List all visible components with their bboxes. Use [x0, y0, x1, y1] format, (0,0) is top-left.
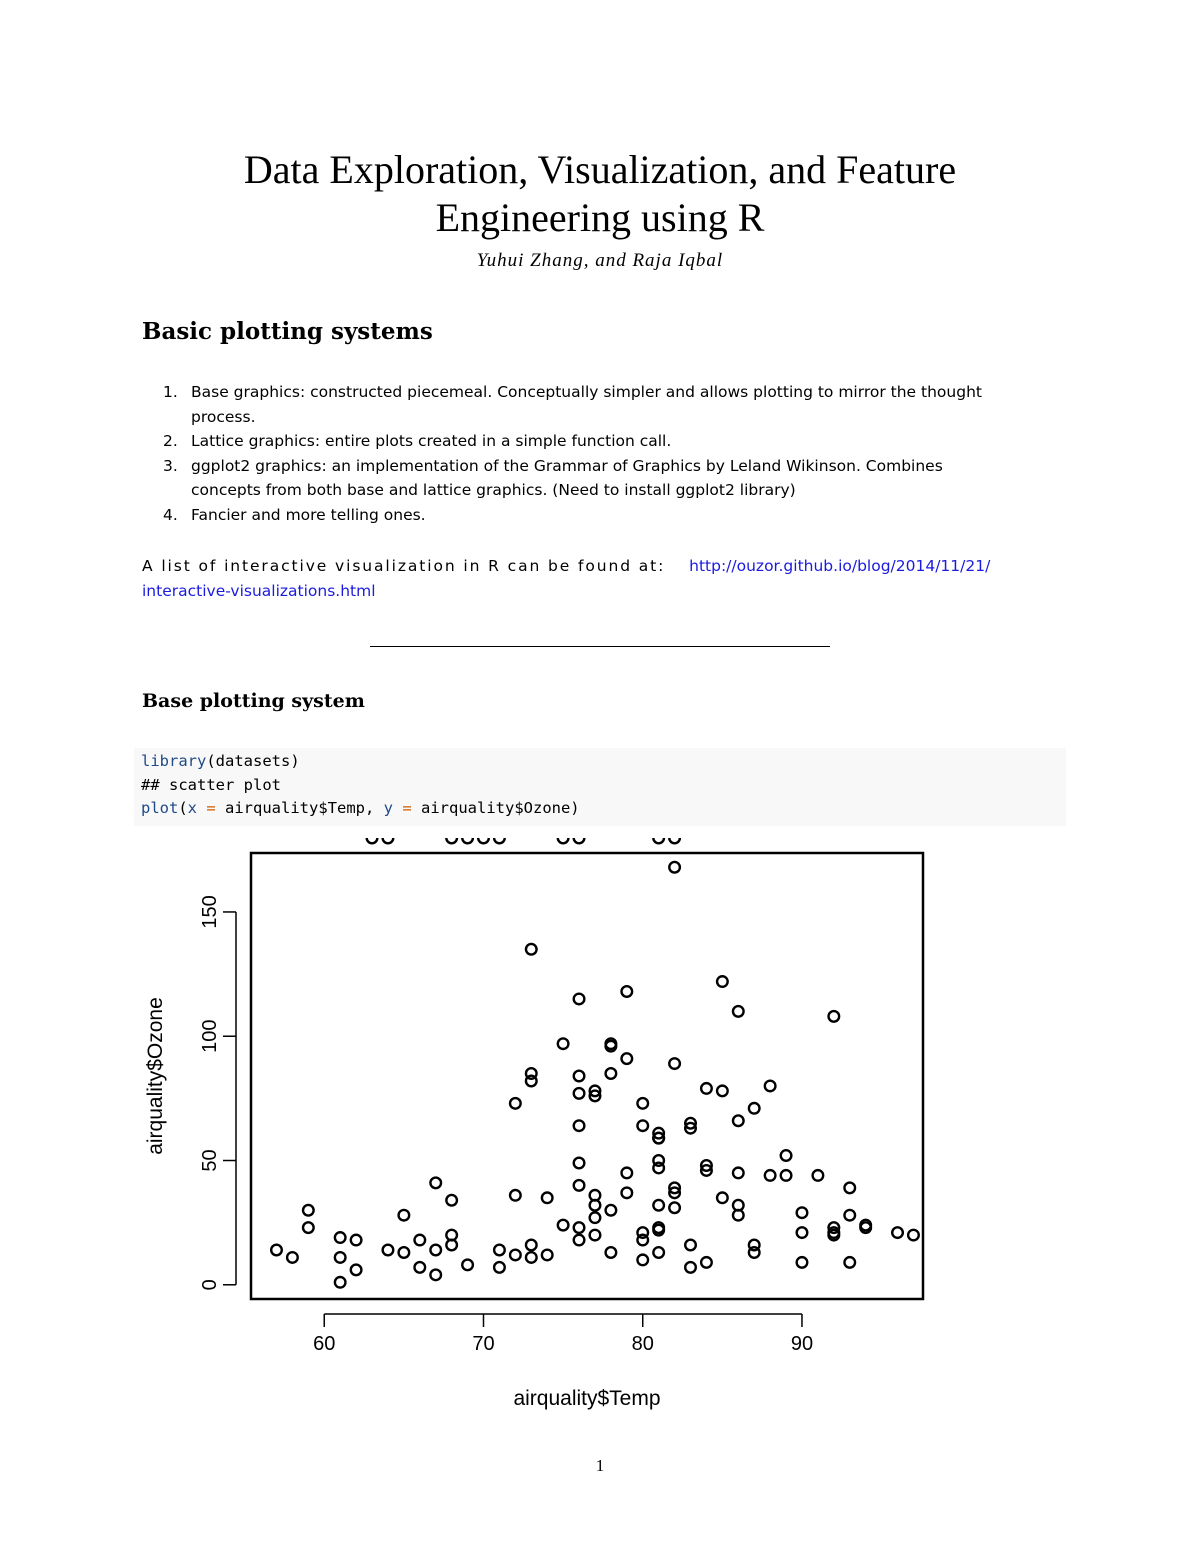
- section-heading-basic-plotting: Basic plotting systems: [142, 318, 433, 345]
- data-point: [526, 1240, 537, 1251]
- data-point: [574, 994, 585, 1005]
- data-point: [430, 1178, 441, 1189]
- data-point: [574, 838, 585, 843]
- data-point: [542, 1250, 553, 1261]
- data-point: [574, 1180, 585, 1191]
- data-point: [733, 1168, 744, 1179]
- y-tick-label: 150: [199, 895, 221, 929]
- list-item: 1. Base graphics: constructed piecemeal. Conceptually simpler and allows plotting to mirror the thought process.: [163, 383, 982, 426]
- code-block: [134, 748, 1066, 826]
- data-point: [637, 1098, 648, 1109]
- data-point: [510, 1098, 521, 1109]
- data-point: [622, 1168, 633, 1179]
- data-point: [335, 1277, 346, 1288]
- data-point: [574, 1222, 585, 1233]
- authors: Yuhui Zhang, and Raja Iqbal: [476, 250, 724, 271]
- link-intro-text: A list of interactive visualization in R can be found at:: [142, 557, 666, 575]
- data-point: [653, 1247, 664, 1258]
- data-point: [446, 838, 457, 843]
- data-point: [430, 1245, 441, 1256]
- data-point: [606, 1205, 617, 1216]
- scatter-chart: [134, 838, 1066, 1428]
- data-point: [908, 1230, 919, 1241]
- data-point: [399, 1247, 410, 1258]
- viz-link-part-1[interactable]: http://ouzor.github.io/blog/2014/11/21/: [689, 557, 991, 575]
- data-point: [781, 1150, 792, 1161]
- data-point: [590, 1212, 601, 1223]
- data-point: [829, 1011, 840, 1022]
- data-point: [303, 1222, 314, 1233]
- data-point: [844, 1257, 855, 1268]
- plotting-systems-list: [142, 380, 1062, 527]
- data-point: [653, 838, 664, 843]
- x-axis: [313, 1314, 813, 1355]
- x-tick-label: 90: [790, 1333, 814, 1355]
- data-point: [462, 838, 473, 843]
- data-point: [685, 1240, 696, 1251]
- y-tick-label: 100: [199, 1019, 221, 1053]
- x-tick-label: 70: [472, 1333, 495, 1355]
- list-item: 2. Lattice graphics: entire plots created in a simple function call.: [163, 432, 672, 450]
- data-point: [494, 1262, 505, 1273]
- title-line-1: Data Exploration, Visualization, and Feature: [243, 147, 957, 192]
- code-line-2: ## scatter plot: [141, 775, 281, 794]
- code-line-3: plot(x = airquality$Temp, y = airquality$Ozone): [141, 799, 580, 817]
- data-point: [797, 1257, 808, 1268]
- data-point: [653, 1163, 664, 1174]
- data-point: [399, 1210, 410, 1221]
- data-point: [669, 1058, 680, 1069]
- data-point: [765, 1170, 776, 1181]
- data-point: [717, 1192, 728, 1203]
- data-point: [383, 1245, 394, 1256]
- data-point: [494, 838, 505, 843]
- list-item: 4. Fancier and more telling ones.: [163, 505, 426, 524]
- data-point: [781, 1170, 792, 1181]
- data-point: [844, 1210, 855, 1221]
- section-heading-base-plotting: Base plotting system: [142, 690, 365, 712]
- data-point: [622, 1188, 633, 1199]
- data-point: [606, 1068, 617, 1079]
- data-point: [414, 1235, 425, 1246]
- list-item: 3. ggplot2 graphics: an implementation of the Grammar of Graphics by Leland Wikinson. Combines concepts from both base and lattice graphics. (Need to install ggplot2 library): [163, 456, 943, 499]
- viz-link-part-2[interactable]: interactive-visualizations.html: [142, 581, 376, 600]
- data-point: [797, 1207, 808, 1218]
- data-point: [765, 1081, 776, 1092]
- data-point: [446, 1195, 457, 1206]
- data-point: [351, 1265, 362, 1276]
- data-point: [287, 1252, 298, 1263]
- interactive-viz-paragraph: [142, 554, 1062, 603]
- data-point: [733, 1115, 744, 1126]
- data-point: [462, 1260, 473, 1271]
- x-axis-label: airquality$Temp: [513, 1387, 661, 1410]
- data-point: [430, 1270, 441, 1281]
- data-point: [653, 1200, 664, 1211]
- data-point: [637, 1235, 648, 1246]
- data-point: [669, 862, 680, 873]
- data-point: [494, 1245, 505, 1256]
- data-point: [271, 1245, 282, 1256]
- x-tick-label: 80: [631, 1333, 654, 1355]
- data-point: [606, 1247, 617, 1258]
- data-point: [590, 1230, 601, 1241]
- y-axis: [199, 895, 236, 1290]
- data-point: [542, 1192, 553, 1203]
- data-point: [526, 944, 537, 955]
- section-divider: [370, 646, 830, 647]
- data-point: [717, 976, 728, 987]
- data-point: [367, 838, 378, 843]
- plot-frame: [251, 853, 923, 1299]
- data-point: [414, 1262, 425, 1273]
- data-point: [717, 1086, 728, 1097]
- data-point: [685, 1262, 696, 1273]
- y-axis-label: airquality$Ozone: [144, 997, 167, 1155]
- data-point: [574, 1120, 585, 1131]
- x-tick-label: 60: [313, 1333, 336, 1355]
- paper-title: [0, 146, 1200, 242]
- data-point: [574, 1235, 585, 1246]
- code-line-1: library(datasets): [141, 752, 300, 770]
- data-point: [749, 1103, 760, 1114]
- data-point: [622, 1053, 633, 1064]
- data-point: [813, 1170, 824, 1181]
- data-point: [574, 1088, 585, 1099]
- data-point: [749, 1247, 760, 1258]
- data-point: [303, 1205, 314, 1216]
- data-point: [637, 1255, 648, 1266]
- data-point: [510, 1250, 521, 1261]
- data-point: [669, 838, 680, 843]
- page-number: 1: [595, 1456, 605, 1475]
- data-point: [510, 1190, 521, 1201]
- data-point: [335, 1252, 346, 1263]
- data-point: [478, 838, 489, 843]
- title-line-2: Engineering using R: [435, 195, 765, 240]
- data-point: [574, 1158, 585, 1169]
- data-point: [558, 1220, 569, 1231]
- data-point: [669, 1202, 680, 1213]
- data-point: [526, 1076, 537, 1087]
- y-tick-label: 0: [199, 1279, 221, 1291]
- data-point: [558, 838, 569, 843]
- data-point: [844, 1183, 855, 1194]
- data-point: [733, 1006, 744, 1017]
- data-point: [383, 838, 394, 843]
- data-point: [622, 986, 633, 997]
- data-point: [637, 1120, 648, 1131]
- data-point: [892, 1227, 903, 1238]
- data-point: [701, 1083, 712, 1094]
- y-tick-label: 50: [199, 1149, 221, 1172]
- data-point: [558, 1038, 569, 1049]
- data-point: [351, 1235, 362, 1246]
- data-point: [526, 1252, 537, 1263]
- data-point: [701, 1257, 712, 1268]
- data-point: [574, 1071, 585, 1082]
- data-point: [797, 1227, 808, 1238]
- data-point: [335, 1232, 346, 1243]
- data-points: [271, 838, 919, 1288]
